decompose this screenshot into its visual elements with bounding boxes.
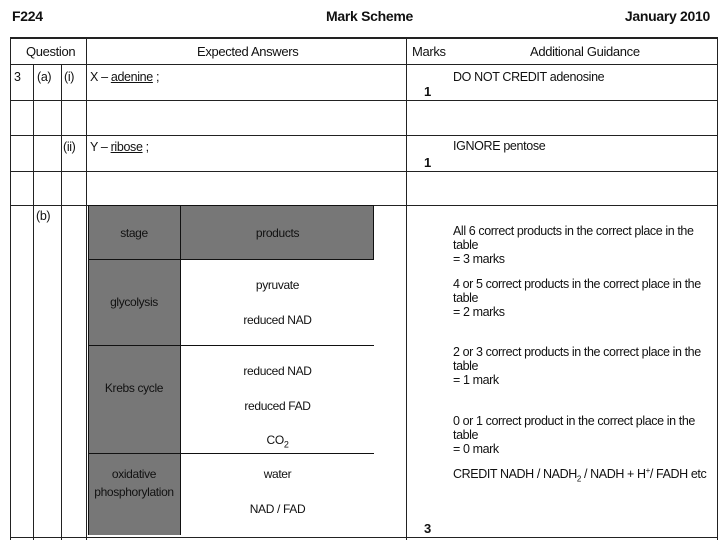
answer-a-i [90,70,159,84]
credit-text: / FADH etc [649,467,707,482]
answer-term: adenine [110,70,153,84]
product-cell: water [263,467,292,481]
guidance-line: = 3 marks [453,252,505,266]
column-border [86,37,87,540]
guidance-line: = 1 mark [453,373,499,387]
column-border [33,64,34,540]
answer-suffix: ; [152,70,160,84]
product-cell: reduced NAD [243,313,312,327]
part-b-label: (b) [36,209,51,223]
subpart-i-label: (i) [64,70,75,84]
table-header-stage: stage [120,226,148,240]
inner-border [88,345,374,346]
credit-text: / NADH + H [580,467,646,482]
co2-text: CO [266,433,284,447]
guidance-line: table [453,359,479,373]
column-header-expected-answers: Expected Answers [197,44,299,59]
product-cell [181,433,374,449]
answer-prefix: Y – [90,140,111,154]
column-header-question: Question [26,44,76,59]
part-a-label: (a) [37,70,52,84]
credit-text: CREDIT NADH / NADH [453,467,577,482]
row-divider [10,171,718,172]
guidance-line: = 0 mark [453,442,499,456]
guidance-line: 2 or 3 correct products in the correct place in the [453,345,701,359]
answer-term: ribose [110,140,143,154]
column-border [406,37,407,540]
guidance-line: 0 or 1 correct product in the correct place in the table [453,414,695,442]
guidance-line: table [453,291,479,305]
question-number: 3 [14,70,21,84]
document-title: Mark Scheme [326,8,413,24]
table-border-bottom [10,537,718,538]
guidance-b-3-marks [453,224,715,266]
row-divider [10,135,718,136]
marks-a-ii: 1 [424,155,432,170]
table-border-top [10,37,718,39]
column-border [10,37,11,540]
inner-border [88,259,374,260]
marks-a-i: 1 [424,84,432,99]
answer-a-ii [90,140,149,154]
guidance-line: All 6 correct products in the correct place in the table [453,224,694,252]
stage-oxidative-line2: phosphorylation [94,485,174,499]
co2-subscript: 2 [283,439,289,450]
document-code: F224 [12,8,43,24]
guidance-b-0-mark [453,414,715,456]
product-cell: reduced NAD [243,364,312,378]
guidance-line: 4 or 5 correct products in the correct place in the [453,277,701,291]
table-header-products: products [255,226,300,240]
row-divider [10,100,718,101]
guidance-b-credit [453,464,715,487]
guidance-line: = 2 marks [453,305,505,319]
column-border [717,37,718,540]
product-cell: NAD / FAD [249,502,306,516]
column-header-marks: Marks [412,44,446,59]
product-cell: reduced FAD [244,399,311,413]
products-column [181,260,374,535]
marks-b: 3 [424,521,432,536]
stage-krebs-cycle: Krebs cycle [104,381,164,395]
document-date: January 2010 [624,8,710,24]
answer-prefix: X – [90,70,111,84]
credit-subscript: 2 [576,474,581,484]
column-border [61,64,62,540]
guidance-a-i: DO NOT CREDIT adenosine [453,70,605,84]
guidance-a-ii: IGNORE pentose [453,139,546,153]
header-row-divider [10,64,718,65]
subpart-ii-label: (ii) [63,140,76,154]
credit-superscript: + [645,466,650,475]
stage-oxidative-line1: oxidative [111,467,157,481]
inner-border [88,453,374,454]
guidance-b-2-marks [453,277,715,319]
column-header-additional-guidance: Additional Guidance [530,44,640,59]
inner-border [88,205,374,206]
respiration-stages-table [88,205,374,535]
answer-suffix: ; [142,140,149,154]
stage-glycolysis: glycolysis [110,295,158,309]
product-cell: pyruvate [255,278,300,292]
guidance-b-1-mark [453,345,715,387]
